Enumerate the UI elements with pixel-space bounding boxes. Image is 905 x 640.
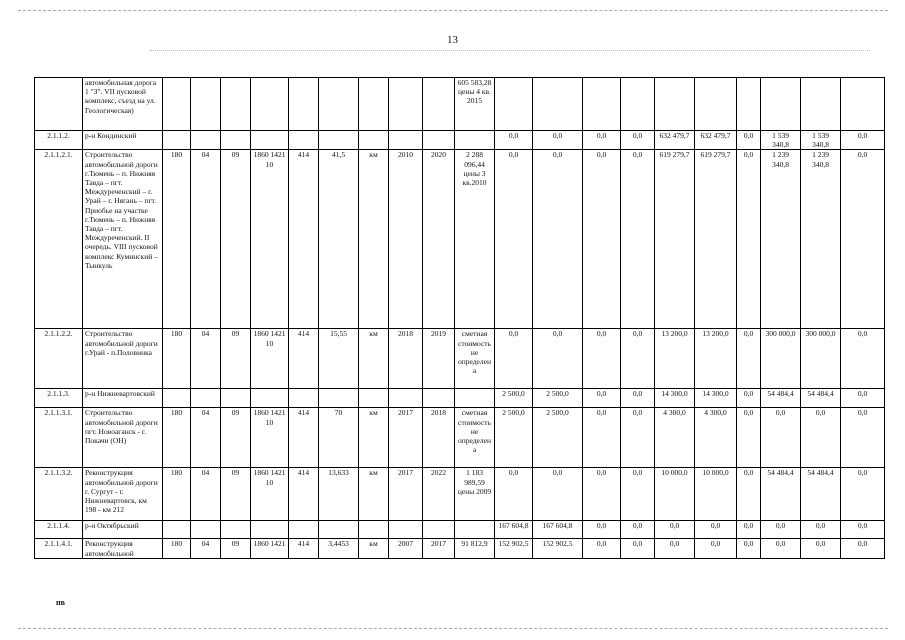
table-cell [841,78,885,131]
table-cell: 70 [319,408,359,468]
table-cell: 1 539 340,8 [761,131,801,150]
table-cell [35,78,83,131]
table-cell: 13,633 [319,468,359,521]
table-cell: 2019 [423,329,455,389]
table-cell: 632 479,7 [655,131,695,150]
table-cell [289,78,319,131]
table-cell: 41,5 [319,150,359,329]
table-cell: 2010 [389,150,423,329]
table-cell: 414 [289,539,319,559]
table-cell: 4 300,0 [695,408,737,468]
page-number: 13 [447,34,458,46]
table-cell: 152 902,5 [533,539,583,559]
table-cell: 54 484,4 [761,468,801,521]
table-cell [455,521,495,539]
table-cell: 1860 1421 10 [251,408,289,468]
table-cell: 54 484,4 [761,389,801,408]
table-cell: 91 812,9 [455,539,495,559]
table-cell: 0,0 [495,131,533,150]
table-cell [583,78,621,131]
table-cell: 2.1.1.4.1. [35,539,83,559]
table-cell: 0,0 [533,468,583,521]
table-cell [359,521,389,539]
table-cell: 0,0 [801,521,841,539]
table-cell [319,521,359,539]
budget-table [34,77,885,559]
table-cell [289,389,319,408]
table-cell: 1 239 340,8 [761,150,801,329]
table-cell: 2.1.1.2.2. [35,329,83,389]
table-cell: 0,0 [761,408,801,468]
table-cell: 1860 1421 10 [251,468,289,521]
table-cell: 0,0 [621,521,655,539]
table-cell: 0,0 [841,131,885,150]
table-cell [221,521,251,539]
table-cell [389,131,423,150]
table-cell: 2020 [423,150,455,329]
table-cell: 180 [163,539,191,559]
table-cell: 0,0 [841,521,885,539]
table-cell: 2017 [389,468,423,521]
table-cell: 2017 [389,408,423,468]
table-cell: 414 [289,468,319,521]
table-cell [533,78,583,131]
table-cell: 4 300,0 [655,408,695,468]
table-row [35,78,885,131]
table-cell: Строительство автомобильной дороги г.Тюмень – п. Нижняя Тавда – пгт. Междуреченский – г. Урай – г. Нягань – пгт. Приобье на участке г.Тюмень – п. Нижняя Тавда – пгт. Междуреченский. II очередь. VIII пусковой комплекс Куминский – Тынкуль [83,150,163,329]
table-cell: 300 000,0 [761,329,801,389]
table-cell [251,389,289,408]
table-cell: 2.1.1.2.1. [35,150,83,329]
table-cell: 1860 1421 [251,539,289,559]
table-cell: км [359,468,389,521]
table-cell [359,131,389,150]
table-cell: 13 200,0 [695,329,737,389]
table-cell [289,521,319,539]
table-cell: 09 [221,539,251,559]
table-cell: 2007 [389,539,423,559]
table-cell: 0,0 [621,329,655,389]
table-cell: 0,0 [841,408,885,468]
table-cell: Реконструкция автомобильной [83,539,163,559]
table-cell: 0,0 [621,131,655,150]
table-cell: 1860 1421 10 [251,150,289,329]
table-cell [423,389,455,408]
table-cell: Реконструкция автомобильной дороги г. Сургут - г. Нижневартовск, км 198 - км 212 [83,468,163,521]
table-cell: 2 500,0 [495,408,533,468]
table-cell: 619 279,7 [695,150,737,329]
table-cell [191,389,221,408]
table-cell: 04 [191,408,221,468]
table-cell: 0,0 [841,150,885,329]
table-cell: 2018 [423,408,455,468]
table-cell: 3,4453 [319,539,359,559]
table-cell: км [359,408,389,468]
table-cell: 1860 1421 10 [251,329,289,389]
table-cell: 0,0 [801,408,841,468]
table-cell: 13 200,0 [655,329,695,389]
table-cell [319,389,359,408]
table-cell: 2 500,0 [533,408,583,468]
table-cell: 0,0 [583,408,621,468]
table-cell [251,78,289,131]
table-cell [389,78,423,131]
table-cell: 0,0 [761,539,801,559]
table-cell: 2.1.1.4. [35,521,83,539]
table-cell [495,78,533,131]
table-cell [761,78,801,131]
table-cell [221,389,251,408]
table-cell: 0,0 [655,521,695,539]
table-cell [359,78,389,131]
table-cell [221,131,251,150]
table-cell [289,131,319,150]
table-cell [191,521,221,539]
table-cell [319,131,359,150]
table-cell: 14 300,0 [695,389,737,408]
table-cell: 54 484,4 [801,468,841,521]
table-cell: 10 000,0 [655,468,695,521]
table-cell: 0,0 [801,539,841,559]
table-cell [191,131,221,150]
table-cell: 414 [289,329,319,389]
table-cell: 0,0 [495,468,533,521]
table-cell: 04 [191,329,221,389]
table-cell: 0,0 [621,150,655,329]
table-cell [695,78,737,131]
table-cell: 0,0 [841,539,885,559]
table-cell: 1 539 340,8 [801,131,841,150]
table-cell [163,78,191,131]
table-cell: км [359,539,389,559]
table-cell: 0,0 [737,150,761,329]
table-cell: 0,0 [695,539,737,559]
table-cell [251,131,289,150]
table-cell: 2.1.1.2. [35,131,83,150]
table-cell: 605 583,28 цены 4 кв. 2015 [455,78,495,131]
table-cell: 04 [191,468,221,521]
table-cell: 0,0 [655,539,695,559]
table-cell: 0,0 [621,539,655,559]
table-cell: 152 902,5 [495,539,533,559]
table-cell: 632 479,7 [695,131,737,150]
table-cell: 180 [163,468,191,521]
table-cell: 0,0 [495,150,533,329]
table-cell: 0,0 [737,389,761,408]
table-cell: км [359,150,389,329]
table-cell: 0,0 [533,131,583,150]
table-cell: 0,0 [737,521,761,539]
footer-mark: пв [56,598,65,607]
table-cell [455,131,495,150]
table-cell: 09 [221,468,251,521]
table-cell: 0,0 [737,329,761,389]
table-cell: 619 279,7 [655,150,695,329]
table-cell: 414 [289,150,319,329]
table-cell: 0,0 [621,468,655,521]
table-cell [655,78,695,131]
table-cell: р-н Кондинский [83,131,163,150]
table-cell: 54 484,4 [801,389,841,408]
table-cell: 2 500,0 [495,389,533,408]
scan-edge-top [18,10,888,11]
table-row [35,521,885,539]
table-cell [163,521,191,539]
table-cell: 04 [191,539,221,559]
table-cell [423,131,455,150]
table-cell: 14 300,0 [655,389,695,408]
table-cell: 300 000,0 [801,329,841,389]
table-cell: 09 [221,329,251,389]
table-cell: 2 500,0 [533,389,583,408]
table-cell: 0,0 [583,521,621,539]
table-cell: 0,0 [621,389,655,408]
table-cell [251,521,289,539]
table-cell: 2.1.1.3.2. [35,468,83,521]
table-cell [163,131,191,150]
table-cell: 180 [163,408,191,468]
table-cell: 0,0 [583,468,621,521]
table-cell: 2017 [423,539,455,559]
table-cell: Строительство автомобильной дороги пгт. Новоаганск - г. Покачи (ОН) [83,408,163,468]
table-cell: 414 [289,408,319,468]
header-rule [150,50,870,51]
table-cell [389,521,423,539]
table-cell: 167 604,8 [533,521,583,539]
table-cell: р-н Нижневартовский [83,389,163,408]
table-cell: автомобильная дорога 1 "З". VII пусковой комплекс, съезд на ул. Геологическая) [83,78,163,131]
table-row [35,468,885,521]
table-cell: 0,0 [841,389,885,408]
table-cell: 0,0 [841,468,885,521]
table-cell [191,78,221,131]
table-cell: 2.1.1.3. [35,389,83,408]
table-cell: 0,0 [737,468,761,521]
table-cell: 10 000,0 [695,468,737,521]
table-cell: сметная стоимость не определена [455,329,495,389]
table-cell: 0,0 [761,521,801,539]
table-cell: Строительство автомобильной дороги г.Урай - п.Половинка [83,329,163,389]
table-cell: 2022 [423,468,455,521]
table-cell: р-н Октябрьский [83,521,163,539]
table-cell: 1 239 340,8 [801,150,841,329]
table-row [35,539,885,559]
table-cell: 0,0 [533,150,583,329]
table-cell: 0,0 [737,539,761,559]
table-cell [221,78,251,131]
table-cell: 0,0 [583,329,621,389]
table-cell [621,78,655,131]
table-cell: 0,0 [841,329,885,389]
table-cell: 180 [163,150,191,329]
table-cell [423,521,455,539]
table-cell: 0,0 [583,150,621,329]
table-cell: 0,0 [533,329,583,389]
table-cell [389,389,423,408]
table-cell [455,389,495,408]
table-cell: 167 604,8 [495,521,533,539]
table-row [35,150,885,329]
table-cell: 0,0 [583,131,621,150]
table-row [35,408,885,468]
table-cell: 0,0 [583,389,621,408]
table-cell: 0,0 [695,521,737,539]
table-cell: км [359,329,389,389]
table-cell: 0,0 [583,539,621,559]
table-cell: 15,55 [319,329,359,389]
table-cell: 0,0 [737,408,761,468]
table-cell: 180 [163,329,191,389]
table-cell [737,78,761,131]
table-cell: сметная стоимость не определена [455,408,495,468]
table-cell: 2.1.1.3.1. [35,408,83,468]
table-cell: 0,0 [621,408,655,468]
table-cell [163,389,191,408]
table-cell: 09 [221,150,251,329]
table-row [35,131,885,150]
table-cell: 0,0 [737,131,761,150]
table-cell: 1 183 989,59 цены 2009 [455,468,495,521]
table-cell: 0,0 [495,329,533,389]
table-cell [359,389,389,408]
table-cell: 2 288 096,44 цены 3 кв.2010 [455,150,495,329]
table-cell [423,78,455,131]
table-cell [319,78,359,131]
table-cell: 2018 [389,329,423,389]
table-cell: 04 [191,150,221,329]
table-cell [801,78,841,131]
table-cell: 09 [221,408,251,468]
table-row [35,389,885,408]
scan-edge-bottom [18,628,888,629]
table-row [35,329,885,389]
